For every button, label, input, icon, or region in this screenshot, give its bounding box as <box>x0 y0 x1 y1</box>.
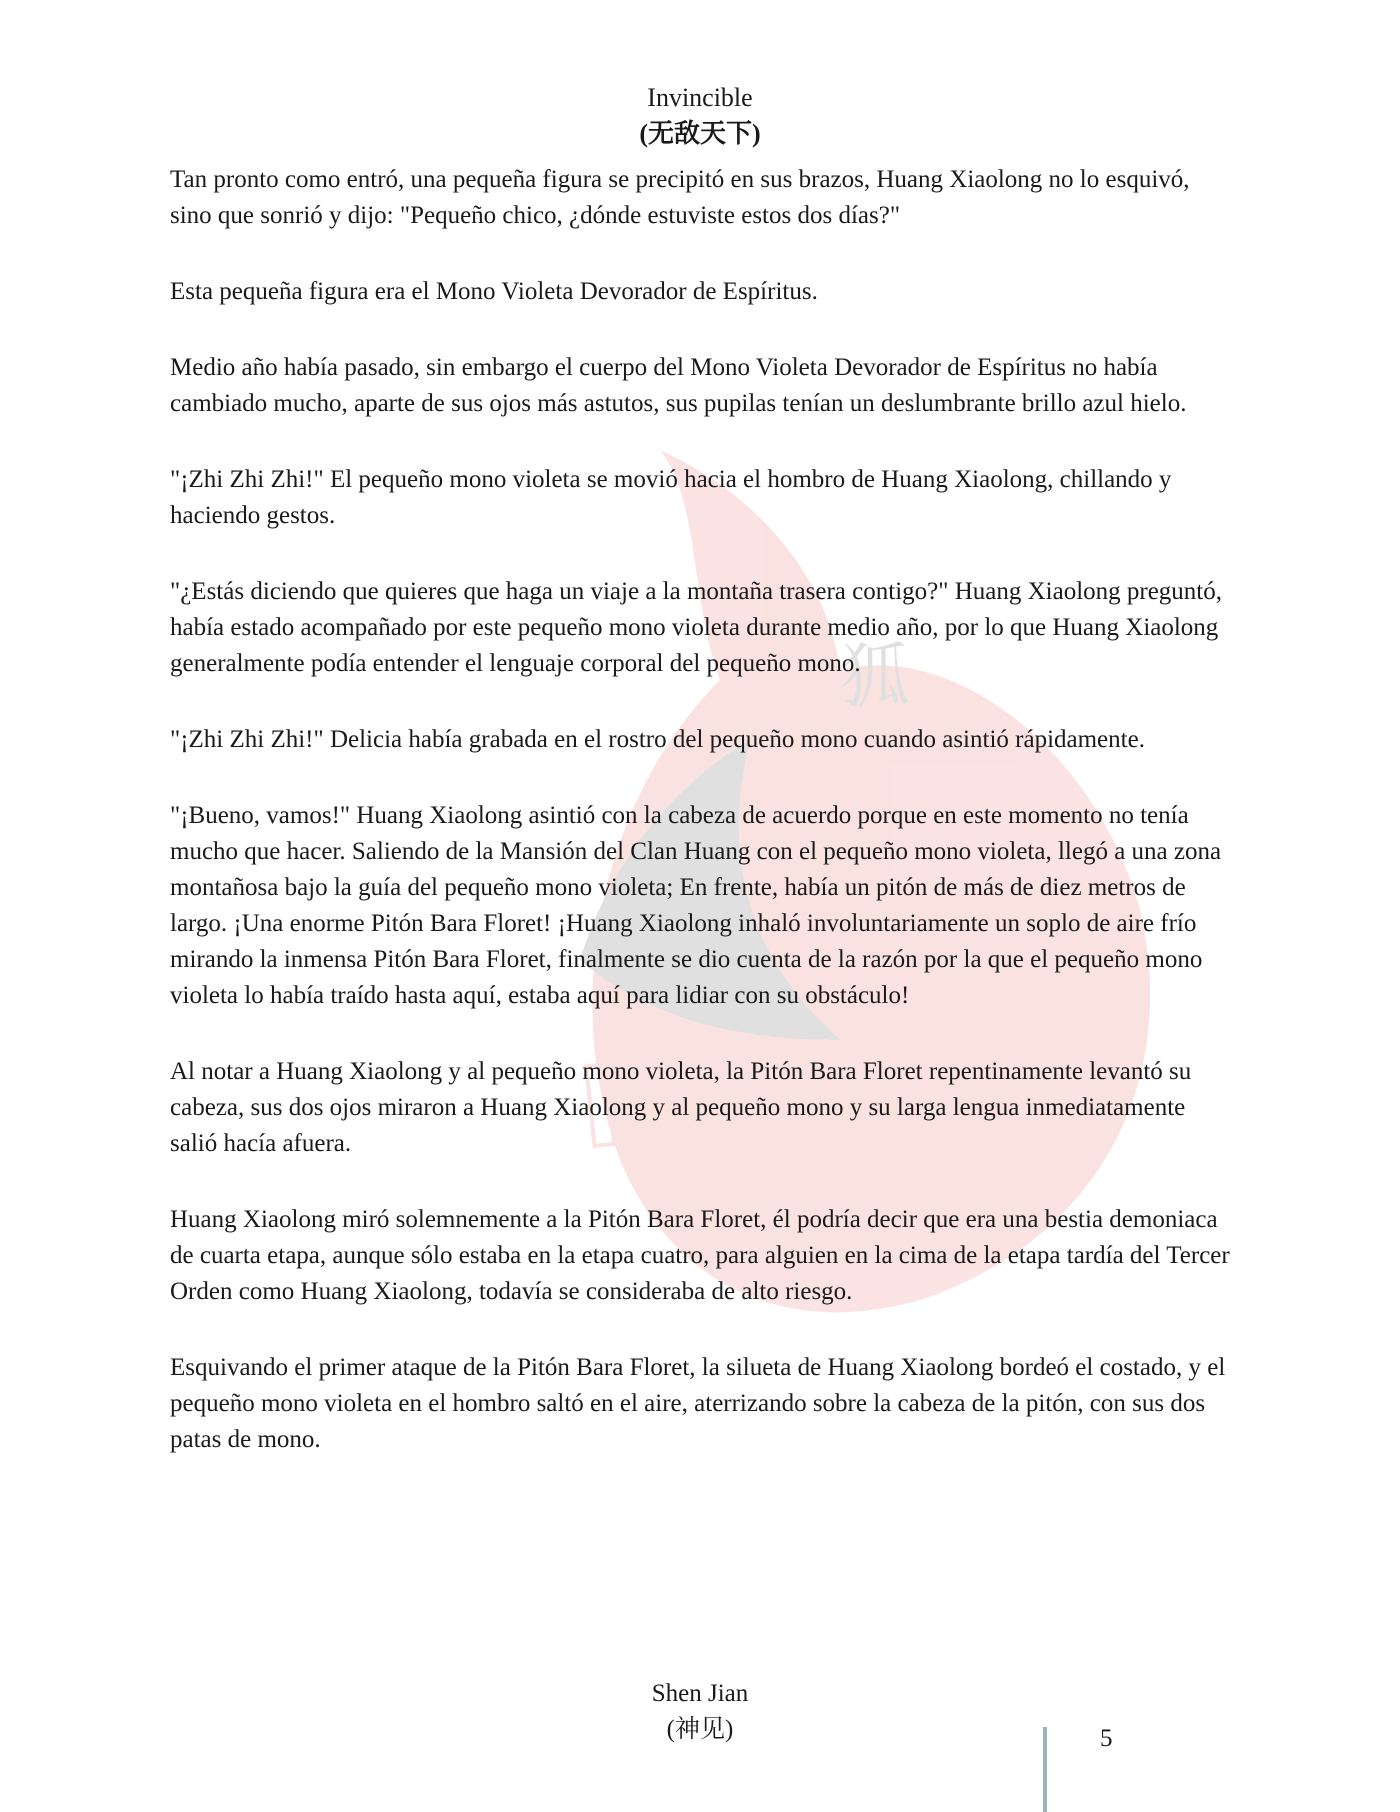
page-number-divider <box>1043 1727 1047 1812</box>
paragraph: Medio año había pasado, sin embargo el cuerpo del Mono Violeta Devorador de Espíritus no había cambiado mucho, aparte de sus ojos más astutos, sus pupilas tenían un deslumbrante brillo azul hielo. <box>170 354 1187 417</box>
book-title: Invincible <box>647 83 753 112</box>
paragraph: Esta pequeña figura era el Mono Violeta Devorador de Espíritus. <box>170 278 818 305</box>
paragraph: Al notar a Huang Xiaolong y al pequeño mono violeta, la Pitón Bara Floret repentinamente levantó su cabeza, sus dos ojos miraron a Huang Xiaolong y al pequeño mono y su larga lengua inmediatamente salió hacía afuera. <box>170 1058 1192 1157</box>
author-name: Shen Jian <box>651 1680 749 1707</box>
watermark-text: NOVELIGERAS <box>573 987 1145 1173</box>
page-header <box>0 80 1400 152</box>
author-name-chinese: (神见) <box>666 1716 734 1743</box>
paragraph: Huang Xiaolong miró solemnemente a la Pitón Bara Floret, él podría decir que era una bestia demoniaca de cuarta etapa, aunque sólo estaba en la etapa cuatro, para alguien en la cima de la etapa tardía del Tercer Orden como Huang Xiaolong, todavía se consideraba de alto riesgo. <box>170 1206 1230 1305</box>
page-number: 5 <box>1100 1725 1113 1752</box>
chapter-body <box>170 162 1230 1498</box>
paragraph: "¡Bueno, vamos!" Huang Xiaolong asintió con la cabeza de acuerdo porque en este momento no tenía mucho que hacer. Saliendo de la Mansión del Clan Huang con el pequeño mono violeta, llegó a una zona montañosa bajo la guía del pequeño mono violeta; En frente, había un pitón de más de diez metros de largo. ¡Una enorme Pitón Bara Floret! ¡Huang Xiaolong inhaló involuntariamente un soplo de aire frío mirando la inmensa Pitón Bara Floret, finalmente se dio cuenta de la razón por la que el pequeño mono violeta lo había traído hasta aquí, estaba aquí para lidiar con su obstáculo! <box>170 802 1222 1009</box>
paragraph: "¡Zhi Zhi Zhi!" Delicia había grabada en el rostro del pequeño mono cuando asintió rápidamente. <box>170 726 1145 753</box>
page-footer <box>0 1676 1400 1748</box>
watermark-glyph: 狐 <box>840 635 910 717</box>
book-title-chinese: (无敌天下) <box>639 119 761 148</box>
paragraph: Tan pronto como entró, una pequeña figura se precipitó en sus brazos, Huang Xiaolong no lo esquivó, sino que sonrió y dijo: "Pequeño chico, ¿dónde estuviste estos dos días?" <box>170 166 1190 229</box>
paragraph: "¿Estás diciendo que quieres que haga un viaje a la montaña trasera contigo?" Huang Xiaolong preguntó, había estado acompañado por este pequeño mono violeta durante medio año, por lo que Huang Xiaolong generalmente podía entender el lenguaje corporal del pequeño mono. <box>170 578 1223 677</box>
paragraph: Esquivando el primer ataque de la Pitón Bara Floret, la silueta de Huang Xiaolong bordeó el costado, y el pequeño mono violeta en el hombro saltó en el aire, aterrizando sobre la cabeza de la pitón, con sus dos patas de mono. <box>170 1354 1226 1453</box>
paragraph: "¡Zhi Zhi Zhi!" El pequeño mono violeta se movió hacia el hombro de Huang Xiaolong, chillando y haciendo gestos. <box>170 466 1172 529</box>
